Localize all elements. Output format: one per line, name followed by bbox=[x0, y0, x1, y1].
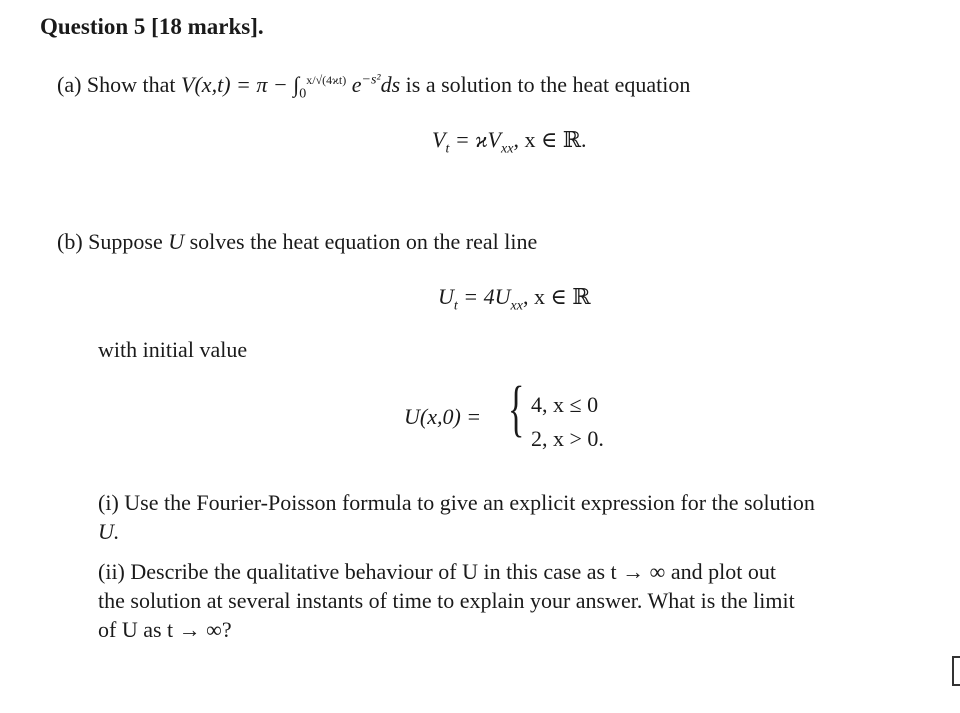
with-initial-value: with initial value bbox=[98, 337, 248, 362]
part-i-line2: U. bbox=[98, 519, 120, 544]
eq-U-sub-t: t bbox=[453, 298, 458, 314]
ds-symbol: ds bbox=[380, 72, 401, 97]
part-a-statement bbox=[57, 72, 691, 102]
integral-sign: ∫ bbox=[293, 72, 300, 97]
part-b-label: (b) bbox=[57, 229, 83, 254]
cases-brace: { bbox=[508, 375, 525, 443]
part-i-line1: (i) Use the Fourier-Poisson formula to give an explicit expression for the solution bbox=[98, 490, 815, 515]
part-b-intro: Suppose bbox=[88, 229, 163, 254]
eq-U-sub-xx: xx bbox=[510, 298, 523, 314]
integrand-base: e bbox=[351, 72, 362, 97]
case-two: 2, x > 0. bbox=[531, 426, 604, 451]
part-a-lead: Show that bbox=[86, 72, 176, 97]
eq-V-sub-xx: xx bbox=[501, 141, 514, 157]
question-title: Question 5 [18 marks]. bbox=[40, 14, 264, 39]
integral-upper-limit: x/√(4ϰt) bbox=[306, 73, 347, 87]
heat-equation-V bbox=[432, 127, 587, 157]
page-edge-bracket bbox=[952, 656, 960, 686]
case-one: 4, x ≤ 0 bbox=[531, 392, 599, 417]
part-ii-line1: (ii) Describe the qualitative behaviour of U in this case as t → ∞ and plot out bbox=[98, 559, 776, 584]
part-ii-line3: of U as t → ∞? bbox=[98, 617, 232, 642]
part-ii-line2: the solution at several instants of time to explain your answer. What is the limit bbox=[98, 588, 795, 613]
part-b-U: U bbox=[168, 229, 185, 254]
integral-lower-limit: 0 bbox=[299, 86, 307, 102]
part-a-V-def: V(x,t) = π − bbox=[181, 72, 288, 97]
eq-U-tail: , x ∈ ℝ bbox=[522, 284, 591, 309]
part-a-label: (a) bbox=[57, 72, 82, 97]
integrand-exponent: −s² bbox=[361, 72, 381, 88]
eq-U: U bbox=[438, 284, 454, 309]
eq-U-mid: = 4U bbox=[457, 284, 511, 309]
part-b-statement bbox=[57, 229, 537, 255]
part-b-intro-tail: solves the heat equation on the real line bbox=[189, 229, 538, 254]
eq-V-mid: = ϰV bbox=[449, 127, 501, 152]
initial-condition-lhs: U(x,0) = bbox=[404, 404, 482, 429]
eq-V: V bbox=[432, 127, 446, 152]
eq-V-sub-t: t bbox=[445, 141, 450, 157]
heat-equation-U bbox=[438, 284, 591, 314]
eq-V-tail: , x ∈ ℝ. bbox=[513, 127, 587, 152]
part-a-tail: is a solution to the heat equation bbox=[405, 72, 691, 97]
